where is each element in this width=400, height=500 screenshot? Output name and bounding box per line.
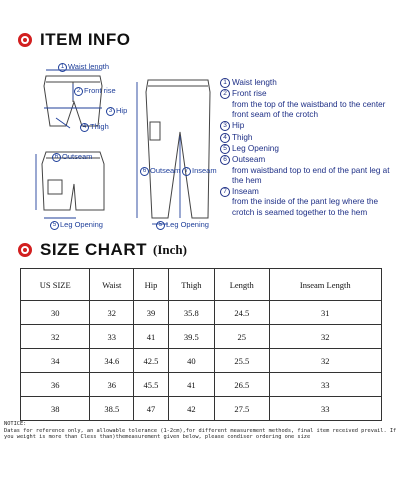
- pants-diagram-icon: [30, 62, 212, 232]
- table-cell: 42: [168, 397, 214, 421]
- table-cell: 31: [269, 301, 381, 325]
- table-cell: 32: [90, 301, 134, 325]
- size-chart-title: SIZE CHART: [40, 240, 147, 259]
- bullet-icon: [18, 33, 32, 47]
- table-cell: 40: [168, 349, 214, 373]
- table-cell: 36: [90, 373, 134, 397]
- diagram-label-leg-opening: 5 Leg Opening: [156, 220, 209, 230]
- table-cell: 39.5: [168, 325, 214, 349]
- table-cell: 24.5: [215, 301, 270, 325]
- table-cell: 38: [21, 397, 90, 421]
- legend-item: 4 Thigh: [220, 133, 396, 143]
- column-header: Length: [215, 269, 270, 301]
- legend-item: 7 Inseam from the inside of the pant leg where the crotch is seamed together to the hem: [220, 187, 396, 218]
- table-cell: 34: [21, 349, 90, 373]
- column-header: Waist: [90, 269, 134, 301]
- diagram-label-waist: 1 Waist length: [58, 62, 109, 72]
- diagram-label-leg-opening-short: 5 Leg Opening: [50, 220, 103, 230]
- table-row: [21, 325, 382, 349]
- table-row: [21, 373, 382, 397]
- item-info-title: ITEM INFO: [40, 30, 131, 49]
- table-row: [21, 301, 382, 325]
- legend-item: 3 Hip: [220, 121, 396, 131]
- column-header: US SIZE: [21, 269, 90, 301]
- table-cell: 41: [134, 325, 169, 349]
- table-cell: 33: [269, 373, 381, 397]
- table-cell: 41: [168, 373, 214, 397]
- size-chart-header: [18, 240, 187, 260]
- column-header: Thigh: [168, 269, 214, 301]
- table-cell: 26.5: [215, 373, 270, 397]
- measurement-diagram: [30, 62, 217, 232]
- table-cell: 25.5: [215, 349, 270, 373]
- table-cell: 45.5: [134, 373, 169, 397]
- legend-item: 2 Front rise from the top of the waistband to the center front seam of the crotch: [220, 89, 396, 120]
- diagram-label-front-rise: 2 Front rise: [74, 86, 116, 96]
- column-header: Inseam Length: [269, 269, 381, 301]
- table-cell: 47: [134, 397, 169, 421]
- size-chart-unit: (Inch): [153, 242, 187, 257]
- diagram-label-hip: 3 Hip: [106, 106, 127, 116]
- item-info-header: [18, 30, 130, 50]
- table-cell: 35.8: [168, 301, 214, 325]
- bullet-icon: [18, 243, 32, 257]
- legend-item: 5 Leg Opening: [220, 144, 396, 154]
- size-chart-table: [20, 268, 382, 421]
- table-cell: 25: [215, 325, 270, 349]
- table-cell: 39: [134, 301, 169, 325]
- table-cell: 30: [21, 301, 90, 325]
- table-cell: 33: [90, 325, 134, 349]
- diagram-label-inseam: 7 Inseam: [182, 166, 217, 176]
- table-cell: 42.5: [134, 349, 169, 373]
- table-cell: 33: [269, 397, 381, 421]
- legend-item: 1 Waist length: [220, 78, 396, 88]
- table-row: [21, 349, 382, 373]
- measurement-legend: [220, 78, 396, 219]
- table-cell: 27.5: [215, 397, 270, 421]
- table-cell: 38.5: [90, 397, 134, 421]
- table-cell: 36: [21, 373, 90, 397]
- diagram-label-outseam: 6 Outseam: [140, 166, 180, 176]
- table-cell: 32: [269, 325, 381, 349]
- legend-item: 6 Outseam from waistband top to end of the pant leg at the hem: [220, 155, 396, 186]
- table-row: [21, 397, 382, 421]
- column-header: Hip: [134, 269, 169, 301]
- diagram-label-outseam-short: 6 Outseam: [52, 152, 92, 162]
- notice-text: NOTICE: Datas for reference only, an allowable tolerance (1-2cm),for different measurement methods, final item received prevail. If you weight is more than Cless than)themeasurement given below, please condiser ordering one size: [4, 421, 397, 441]
- table-cell: 34.6: [90, 349, 134, 373]
- diagram-label-thigh: 4 Thigh: [80, 122, 109, 132]
- table-cell: 32: [21, 325, 90, 349]
- table-header-row: [21, 269, 382, 301]
- table-cell: 32: [269, 349, 381, 373]
